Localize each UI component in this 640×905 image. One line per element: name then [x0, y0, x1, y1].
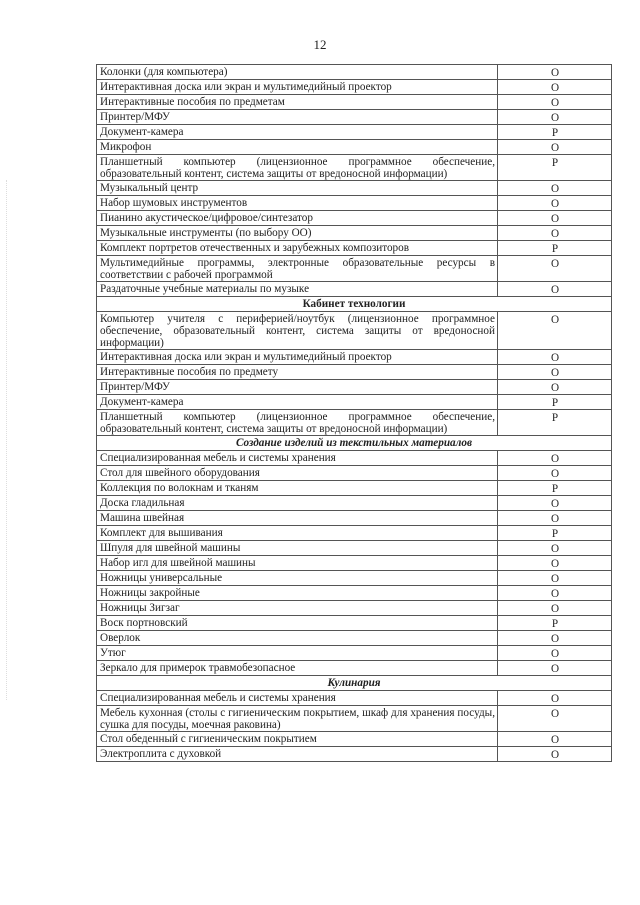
equipment-requirement-code: О	[498, 312, 612, 350]
equipment-name: Интерактивные пособия по предметам	[97, 95, 498, 110]
table-row	[97, 380, 612, 395]
equipment-requirement-code: О	[498, 556, 612, 571]
table-row	[97, 226, 612, 241]
equipment-requirement-code: О	[498, 380, 612, 395]
table-row	[97, 140, 612, 155]
equipment-requirement-code: О	[498, 601, 612, 616]
equipment-requirement-code: Р	[498, 481, 612, 496]
table-row	[97, 181, 612, 196]
equipment-requirement-code: О	[498, 226, 612, 241]
equipment-name: Специализированная мебель и системы хранения	[97, 451, 498, 466]
equipment-name: Комплект портретов отечественных и зарубежных композиторов	[97, 241, 498, 256]
table-row	[97, 706, 612, 732]
table-row	[97, 732, 612, 747]
equipment-requirement-code: О	[498, 706, 612, 732]
equipment-requirement-code: О	[498, 646, 612, 661]
section-header-row	[97, 676, 612, 691]
equipment-requirement-code: О	[498, 110, 612, 125]
equipment-requirement-code: Р	[498, 616, 612, 631]
table-row	[97, 211, 612, 226]
equipment-requirement-code: Р	[498, 526, 612, 541]
equipment-name: Воск портновский	[97, 616, 498, 631]
equipment-requirement-code: О	[498, 95, 612, 110]
equipment-requirement-code: О	[498, 256, 612, 282]
table-row	[97, 410, 612, 436]
equipment-name: Интерактивные пособия по предмету	[97, 365, 498, 380]
table-row	[97, 571, 612, 586]
table-row	[97, 256, 612, 282]
equipment-name: Планшетный компьютер (лицензионное программное обеспечение, образовательный контент, система защиты от вредоносной информации)	[97, 410, 498, 436]
table-row	[97, 395, 612, 410]
table-row	[97, 125, 612, 140]
table-row	[97, 631, 612, 646]
section-title: Кулинария	[97, 676, 612, 691]
equipment-name: Документ-камера	[97, 395, 498, 410]
equipment-table-body	[97, 65, 612, 762]
equipment-name: Стол обеденный с гигиеническим покрытием	[97, 732, 498, 747]
table-row	[97, 350, 612, 365]
equipment-requirement-code: О	[498, 365, 612, 380]
table-row	[97, 466, 612, 481]
equipment-name: Принтер/МФУ	[97, 110, 498, 125]
equipment-name: Ножницы закройные	[97, 586, 498, 601]
equipment-name: Мебель кухонная (столы с гигиеническим покрытием, шкаф для хранения посуды, сушка для посуды, моечная раковина)	[97, 706, 498, 732]
table-row	[97, 616, 612, 631]
equipment-name: Электроплита с духовкой	[97, 747, 498, 762]
equipment-requirement-code: О	[498, 451, 612, 466]
table-row	[97, 196, 612, 211]
section-title: Кабинет технологии	[97, 297, 612, 312]
equipment-name: Стол для швейного оборудования	[97, 466, 498, 481]
equipment-requirement-code: О	[498, 586, 612, 601]
table-row	[97, 481, 612, 496]
equipment-name: Раздаточные учебные материалы по музыке	[97, 282, 498, 297]
equipment-name: Пианино акустическое/цифровое/синтезатор	[97, 211, 498, 226]
equipment-requirement-code: О	[498, 511, 612, 526]
equipment-name: Комплект для вышивания	[97, 526, 498, 541]
table-row	[97, 541, 612, 556]
equipment-requirement-code: О	[498, 181, 612, 196]
equipment-name: Микрофон	[97, 140, 498, 155]
equipment-name: Музыкальные инструменты (по выбору ОО)	[97, 226, 498, 241]
equipment-requirement-code: О	[498, 541, 612, 556]
table-row	[97, 646, 612, 661]
equipment-requirement-code: О	[498, 140, 612, 155]
equipment-name: Набор шумовых инструментов	[97, 196, 498, 211]
table-row	[97, 95, 612, 110]
equipment-name: Шпуля для швейной машины	[97, 541, 498, 556]
equipment-requirement-code: О	[498, 732, 612, 747]
table-row	[97, 65, 612, 80]
section-title: Создание изделий из текстильных материалов	[97, 436, 612, 451]
equipment-name: Компьютер учителя с периферией/ноутбук (лицензионное программное обеспечение, образовательный контент, система защиты от вредоносной информации)	[97, 312, 498, 350]
equipment-requirement-code: О	[498, 80, 612, 95]
table-row	[97, 282, 612, 297]
table-row	[97, 511, 612, 526]
equipment-name: Утюг	[97, 646, 498, 661]
table-row	[97, 155, 612, 181]
equipment-requirement-code: О	[498, 196, 612, 211]
table-row	[97, 661, 612, 676]
table-row	[97, 365, 612, 380]
page-number: 12	[313, 37, 327, 52]
equipment-requirement-code: О	[498, 571, 612, 586]
table-row	[97, 241, 612, 256]
equipment-name: Принтер/МФУ	[97, 380, 498, 395]
table-row	[97, 601, 612, 616]
equipment-name: Зеркало для примерок травмобезопасное	[97, 661, 498, 676]
table-row	[97, 496, 612, 511]
table-row	[97, 80, 612, 95]
table-row	[97, 691, 612, 706]
equipment-requirement-code: О	[498, 211, 612, 226]
equipment-requirement-code: О	[498, 747, 612, 762]
equipment-name: Оверлок	[97, 631, 498, 646]
equipment-requirement-code: Р	[498, 241, 612, 256]
equipment-name: Ножницы Зигзаг	[97, 601, 498, 616]
table-row	[97, 110, 612, 125]
equipment-table	[96, 64, 612, 762]
equipment-name: Планшетный компьютер (лицензионное программное обеспечение, образовательный контент, система защиты от вредоносной информации)	[97, 155, 498, 181]
equipment-name: Мультимедийные программы, электронные образовательные ресурсы в соответствии с рабочей программой	[97, 256, 498, 282]
equipment-requirement-code: Р	[498, 155, 612, 181]
equipment-requirement-code: О	[498, 466, 612, 481]
equipment-requirement-code: О	[498, 631, 612, 646]
table-row	[97, 526, 612, 541]
equipment-name: Колонки (для компьютера)	[97, 65, 498, 80]
equipment-requirement-code: О	[498, 350, 612, 365]
equipment-name: Музыкальный центр	[97, 181, 498, 196]
equipment-requirement-code: О	[498, 661, 612, 676]
equipment-requirement-code: Р	[498, 395, 612, 410]
equipment-requirement-code: О	[498, 282, 612, 297]
table-row	[97, 556, 612, 571]
section-header-row	[97, 297, 612, 312]
table-row	[97, 586, 612, 601]
equipment-name: Интерактивная доска или экран и мультимедийный проектор	[97, 80, 498, 95]
table-row	[97, 451, 612, 466]
equipment-name: Интерактивная доска или экран и мультимедийный проектор	[97, 350, 498, 365]
table-row	[97, 312, 612, 350]
equipment-requirement-code: О	[498, 496, 612, 511]
equipment-name: Документ-камера	[97, 125, 498, 140]
equipment-name: Машина швейная	[97, 511, 498, 526]
table-row	[97, 747, 612, 762]
section-header-row	[97, 436, 612, 451]
equipment-name: Набор игл для швейной машины	[97, 556, 498, 571]
scan-margin-artifact	[6, 180, 8, 700]
equipment-name: Ножницы универсальные	[97, 571, 498, 586]
equipment-requirement-code: Р	[498, 125, 612, 140]
equipment-requirement-code: О	[498, 65, 612, 80]
equipment-name: Коллекция по волокнам и тканям	[97, 481, 498, 496]
equipment-requirement-code: Р	[498, 410, 612, 436]
equipment-name: Специализированная мебель и системы хранения	[97, 691, 498, 706]
equipment-requirement-code: О	[498, 691, 612, 706]
equipment-name: Доска гладильная	[97, 496, 498, 511]
